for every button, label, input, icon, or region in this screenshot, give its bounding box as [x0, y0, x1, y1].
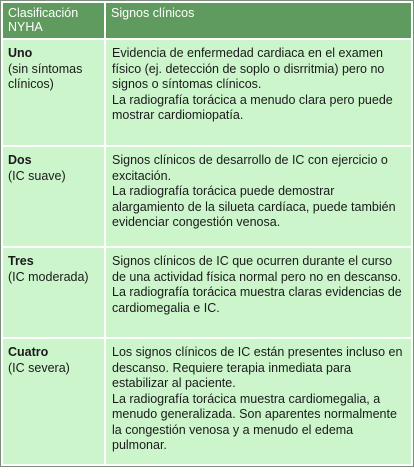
class-cell [3, 40, 104, 145]
table-row [3, 40, 411, 145]
class-cell [3, 248, 104, 337]
class-name: Tres [8, 254, 34, 268]
class-cell [3, 147, 104, 246]
signs-paragraph: Evidencia de enfermedad cardiaca en el examen físico (ej. detección de soplo o disrritmia) pero no signos o síntomas clínicos. [112, 46, 385, 91]
class-description: (IC severa) [8, 360, 70, 375]
radiography-paragraph: La radiografía torácica muestra claras evidencias de cardiomegalia e IC. [112, 285, 402, 315]
signs-cell [106, 147, 411, 246]
radiography-paragraph: La radiografía torácica muestra cardiomegalia, a menudo generalizada. Son aparentes normalmente la congestión venosa y a menudo el edema pulmonar. [112, 391, 397, 452]
signs-cell [106, 248, 411, 337]
radiography-paragraph: La radiografía torácica a menudo clara pero puede mostrar cardiomiopatía. [112, 92, 393, 122]
class-cell [3, 339, 104, 464]
header-clinical-signs: Signos clínicos [106, 3, 411, 38]
class-name: Dos [8, 153, 32, 167]
signs-cell [106, 339, 411, 464]
class-description: (IC suave) [8, 168, 66, 183]
class-description: (sin síntomas clínicos) [8, 61, 83, 91]
signs-paragraph: Los signos clínicos de IC están presentes incluso en descanso. Requiere terapia inmediata para estabilizar al paciente. [112, 345, 403, 390]
table-row [3, 147, 411, 246]
header-row [3, 3, 411, 38]
signs-paragraph: Signos clínicos de desarrollo de IC con ejercicio o excitación. [112, 153, 388, 183]
class-description: (IC moderada) [8, 269, 89, 284]
class-name: Cuatro [8, 345, 49, 359]
signs-paragraph: Signos clínicos de IC que ocurren durante el curso de una actividad física normal pero no en descanso. [112, 254, 402, 284]
class-name: Uno [8, 46, 33, 60]
signs-cell [106, 40, 411, 145]
table-row [3, 248, 411, 337]
header-classification: Clasificación NYHA [3, 3, 104, 38]
table-row [3, 339, 411, 464]
radiography-paragraph: La radiografía torácica puede demostrar alargamiento de la silueta cardíaca, puede también evidenciar congestión venosa. [112, 184, 396, 229]
